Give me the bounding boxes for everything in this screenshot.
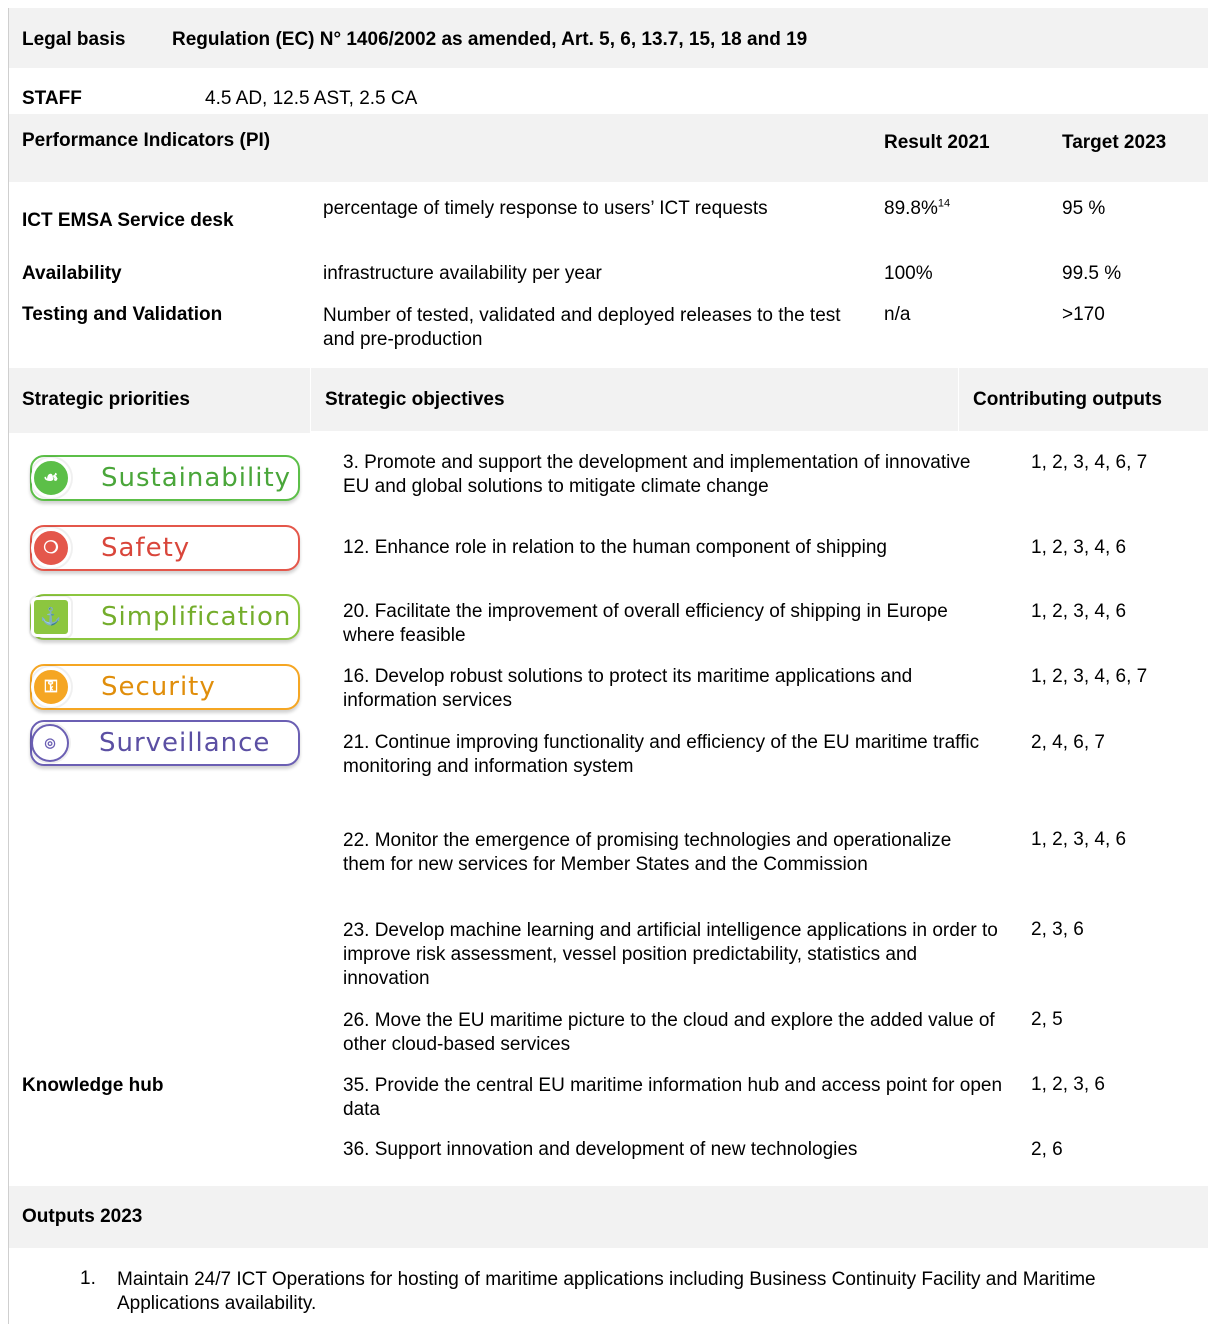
header-strategic-objectives: Strategic objectives [325, 389, 505, 410]
strategic-header-divider-2 [958, 368, 959, 431]
objective-16: 16. Develop robust solutions to protect its maritime applications and information services [343, 666, 913, 711]
pi-row-3-name: Testing and Validation [22, 304, 223, 325]
pi-row-2-result: 100% [884, 263, 933, 284]
objective-23: 23. Develop machine learning and artificial intelligence applications in order to improve risk assessment, vessel position predictability, statistics and innovation [343, 920, 998, 989]
satellite-icon: ◎ [31, 724, 69, 762]
priority-simplification [30, 594, 300, 640]
objective-35-outputs: 1, 2, 3, 6 [1031, 1074, 1105, 1095]
anchor-document-icon: ⚓ [31, 597, 71, 637]
pi-row-1-target: 95 % [1062, 198, 1106, 219]
objective-16-outputs: 1, 2, 3, 4, 6, 7 [1031, 666, 1148, 687]
objective-21: 21. Continue improving functionality and efficiency of the EU maritime traffic monitoring and information system [343, 732, 980, 777]
priority-label: Sustainability [101, 463, 292, 493]
objective-23-outputs: 2, 3, 6 [1031, 919, 1084, 940]
pi-row-3-result: n/a [884, 304, 911, 325]
objective-22: 22. Monitor the emergence of promising technologies and operationalize them for new services for Member States and the Commission [343, 830, 952, 875]
header-contributing-outputs: Contributing outputs [973, 389, 1162, 410]
priority-label: Safety [101, 533, 191, 563]
header-strategic-priorities: Strategic priorities [22, 389, 190, 410]
priority-label: Simplification [101, 602, 292, 632]
priority-security [30, 664, 300, 710]
lifebuoy-icon: ❍ [31, 528, 71, 568]
objective-36-outputs: 2, 6 [1031, 1139, 1063, 1160]
pi-row-3-desc: Number of tested, validated and deployed releases to the test and pre-production [323, 305, 841, 350]
legal-basis-text: Regulation (EC) N° 1406/2002 as amended, Art. 5, 6, 13.7, 15, 18 and 19 [172, 29, 808, 50]
legal-basis-label: Legal basis [22, 29, 126, 50]
objective-3: 3. Promote and support the development and implementation of innovative EU and global solutions to mitigate climate change [343, 452, 971, 497]
pi-row-2-desc: infrastructure availability per year [323, 263, 602, 284]
priority-surveillance [30, 720, 300, 766]
pi-header-target: Target 2023 [1062, 132, 1167, 153]
objective-26: 26. Move the EU maritime picture to the cloud and explore the added value of other cloud-based services [343, 1010, 995, 1055]
pi-row-1-name: ICT EMSA Service desk [22, 210, 234, 231]
objective-12: 12. Enhance role in relation to the human component of shipping [343, 537, 887, 558]
priority-safety [30, 525, 300, 571]
outputs-item-number: 1. [80, 1268, 96, 1289]
pi-row-1-result: 89.8%$^{14}$ [884, 197, 951, 219]
outputs-header-row [9, 1186, 1208, 1248]
strategic-left-strip [9, 431, 310, 433]
objective-36: 36. Support innovation and development of new technologies [343, 1139, 858, 1160]
priority-sustainability [30, 455, 300, 501]
footnote-marker: 14 [937, 197, 951, 210]
pi-row-2-target: 99.5 % [1062, 263, 1122, 284]
outputs-title: Outputs 2023 [22, 1206, 143, 1227]
pi-header-label: Performance Indicators (PI) [22, 130, 271, 151]
staff-label: STAFF [22, 88, 82, 109]
objective-26-outputs: 2, 5 [1031, 1009, 1063, 1030]
staff-value: 4.5 AD, 12.5 AST, 2.5 CA [205, 88, 418, 109]
objective-35: 35. Provide the central EU maritime information hub and access point for open data [343, 1075, 1003, 1120]
pi-header-result: Result 2021 [884, 132, 990, 153]
objective-21-outputs: 2, 4, 6, 7 [1031, 732, 1105, 753]
pi-row-1-desc: percentage of timely response to users’ ICT requests [323, 198, 768, 219]
knowledge-hub-label: Knowledge hub [22, 1075, 164, 1096]
pi-row-2-name: Availability [22, 263, 122, 284]
objective-20-outputs: 1, 2, 3, 4, 6 [1031, 601, 1127, 622]
priority-label: Surveillance [99, 728, 271, 758]
priority-label: Security [101, 672, 216, 702]
pi-row-3-target: >170 [1062, 304, 1105, 325]
strategic-header-divider [310, 368, 311, 431]
objective-20: 20. Facilitate the improvement of overall efficiency of shipping in Europe where feasible [343, 601, 948, 646]
objective-3-outputs: 1, 2, 3, 4, 6, 7 [1031, 452, 1148, 473]
people-leaf-icon: ☙ [31, 458, 71, 498]
objective-12-outputs: 1, 2, 3, 4, 6 [1031, 537, 1127, 558]
lock-icon: ⚿ [31, 667, 71, 707]
outputs-item-text: Maintain 24/7 ICT Operations for hosting of maritime applications including Business Continuity Facility and Maritime Applications availability. [117, 1269, 1096, 1314]
objective-22-outputs: 1, 2, 3, 4, 6 [1031, 829, 1127, 850]
